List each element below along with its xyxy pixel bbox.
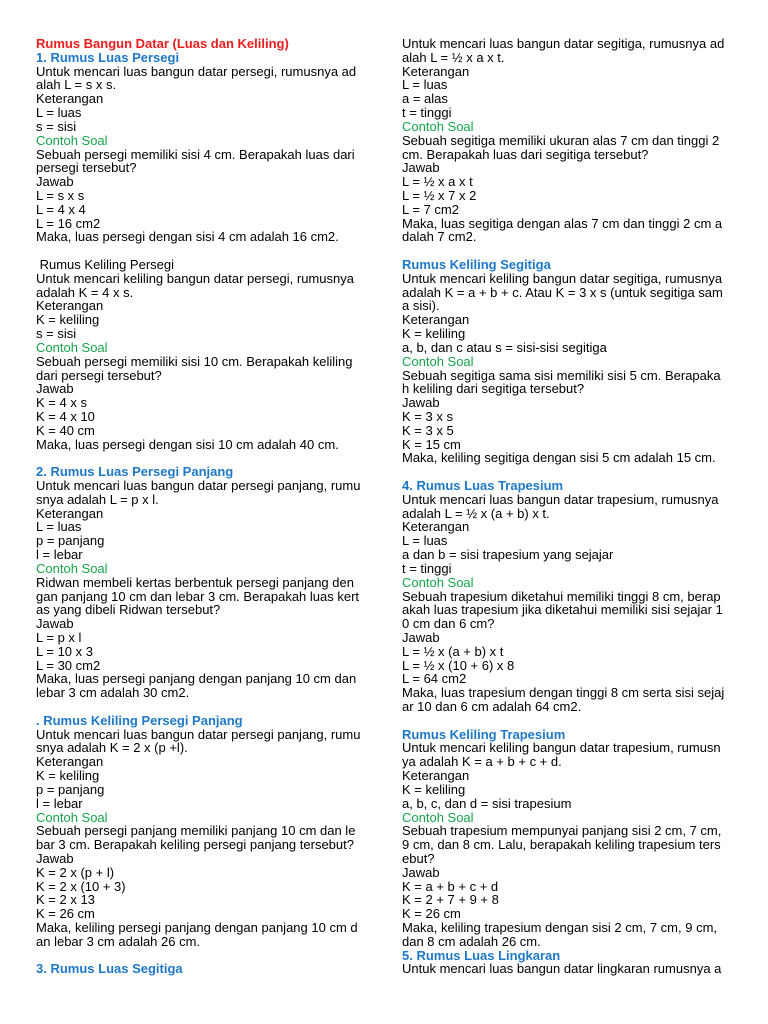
text-line: Untuk mencari keliling bangun datar persegi, rumusnya [36, 270, 354, 286]
text-line: an lebar 3 cm adalah 26 cm. [36, 933, 201, 949]
right-column [402, 37, 752, 976]
blank-line [36, 700, 386, 714]
blank-line [402, 244, 752, 258]
text-line: Maka, luas segitiga dengan alas 7 cm dan tinggi 2 cm a [402, 215, 723, 231]
text-line: Maka, luas persegi dengan sisi 4 cm adalah 16 cm2. [36, 229, 339, 245]
text-line: K = 40 cm [36, 422, 95, 438]
text-line: K = keliling [402, 781, 466, 797]
text-line: t = tinggi [402, 560, 452, 576]
text-line: Jawab [36, 381, 74, 397]
text-line: a dan b = sisi trapesium yang sejajar [402, 547, 614, 563]
text-line: K = 26 cm [402, 906, 461, 922]
text-line: L = ½ x a x t [402, 174, 473, 190]
text-line: K = 2 + 7 + 9 + 8 [402, 892, 499, 908]
text-line: akah luas trapesium jika diketahui memiliki sisi sejajar 1 [402, 602, 723, 618]
example-heading: Contoh Soal [36, 132, 108, 148]
example-heading: Contoh Soal [402, 118, 474, 134]
text-line: L = 30 cm2 [36, 657, 101, 673]
text-line: Maka, luas trapesium dengan tinggi 8 cm serta sisi sejaj [402, 685, 725, 701]
text-line: 0 cm dan 6 cm? [402, 616, 495, 632]
text-line: Untuk mencari keliling bangun datar segitiga, rumusnya [402, 270, 723, 286]
text-line: l = lebar [36, 547, 83, 563]
text-line: K = 15 cm [402, 436, 461, 452]
text-line: dari persegi tersebut? [36, 367, 162, 383]
text-line: Sebuah persegi panjang memiliki panjang 10 cm dan le [36, 823, 356, 839]
section-heading: 2. Rumus Luas Persegi Panjang [36, 464, 234, 480]
section-heading: Rumus Keliling Segitiga [402, 257, 551, 272]
section-heading: Rumus Keliling Trapesium [402, 726, 566, 742]
text-line: Keterangan [36, 505, 104, 521]
text-line: Jawab [36, 616, 74, 632]
text-line: s = sisi [36, 326, 77, 342]
text-line: K = keliling [402, 326, 466, 342]
text-line: Jawab [402, 395, 440, 411]
section-heading: 5. Rumus Luas Lingkaran [402, 947, 561, 963]
text-line: Untuk mencari keliling bangun datar trapesium, rumusn [402, 740, 721, 756]
text-line: Jawab [36, 174, 74, 190]
text-line: K = 4 x 10 [36, 408, 95, 424]
text-line: Sebuah segitiga memiliki ukuran alas 7 cm dan tinggi 2 [402, 132, 720, 148]
text-line: Sebuah persegi memiliki sisi 10 cm. Berapakah keliling [36, 353, 353, 369]
text-line: L = 16 cm2 [36, 215, 101, 231]
text-line: Untuk mencari luas bangun datar lingkaran rumusnya a [402, 961, 722, 977]
text-line: L = 4 x 4 [36, 201, 86, 217]
example-heading: Contoh Soal [402, 353, 474, 369]
text-line: Sebuah segitiga sama sisi memiliki sisi 5 cm. Berapaka [402, 367, 721, 383]
text-line: snya adalah L = p x l. [36, 491, 159, 507]
text-line: Untuk mencari luas bangun datar segitiga, rumusnya ad [402, 36, 725, 51]
text-line: Untuk mencari luas bangun datar persegi panjang, rumu [36, 726, 361, 742]
text-line: Sebuah persegi memiliki sisi 4 cm. Berapakah luas dari [36, 146, 355, 162]
text-line: adalah L = ½ x (a + b) x t. [402, 505, 550, 521]
text-line: Keterangan [36, 754, 104, 770]
blank-line [36, 949, 386, 963]
text-line: K = 2 x (p + l) [36, 864, 115, 880]
text-line: Maka, keliling trapesium dengan sisi 2 cm, 7 cm, 9 cm, [402, 920, 718, 935]
text-line: L = luas [36, 519, 82, 535]
text-line: Untuk mencari luas bangun datar persegi, rumusnya ad [36, 63, 357, 79]
text-line: K = 26 cm [36, 906, 95, 922]
text-line: L = luas [402, 533, 448, 549]
document-title: Rumus Bangun Datar (Luas dan Keliling) [36, 36, 289, 51]
text-line: K = 4 x s [36, 395, 87, 411]
text-line: K = 3 x s [402, 408, 453, 424]
text-line: K = a + b + c + d [402, 878, 499, 894]
text-line: alah L = ½ x a x t. [402, 49, 505, 65]
text-line: Keterangan [402, 312, 470, 328]
text-line: adalah K = a + b + c. Atau K = 3 x s (untuk segitiga sam [402, 284, 723, 300]
text-line: dan 8 cm adalah 26 cm. [402, 933, 541, 949]
text-line: Keterangan [36, 91, 104, 107]
text-line: Jawab [36, 850, 74, 866]
text-line: Maka, keliling segitiga dengan sisi 5 cm adalah 15 cm. [402, 450, 716, 466]
text-line: t = tinggi [402, 105, 452, 121]
text-line: Maka, luas persegi panjang dengan panjang 10 cm dan [36, 671, 357, 687]
text-line: alah L = s x s. [36, 77, 117, 93]
text-line: Jawab [402, 864, 440, 880]
text-line: K = 2 x 13 [36, 892, 95, 908]
section-heading: 4. Rumus Luas Trapesium [402, 478, 564, 493]
text-line: Ridwan membeli kertas berbentuk persegi panjang den [36, 574, 354, 590]
text-line: Maka, keliling persegi panjang dengan panjang 10 cm d [36, 920, 358, 935]
text-line: L = p x l [36, 629, 82, 645]
text-line: Rumus Keliling Persegi [36, 257, 175, 272]
text-line: s = sisi [36, 118, 77, 134]
text-line: snya adalah K = 2 x (p +l). [36, 740, 188, 756]
text-line: ya adalah K = a + b + c + d. [402, 754, 562, 770]
example-heading: Contoh Soal [36, 339, 108, 355]
text-line: a = alas [402, 91, 448, 107]
example-heading: Contoh Soal [36, 809, 108, 825]
text-line: p = panjang [36, 781, 105, 797]
left-column [36, 37, 386, 976]
text-line: L = ½ x 7 x 2 [402, 187, 477, 203]
text-line: a, b, dan c atau s = sisi-sisi segitiga [402, 339, 607, 355]
text-line: a, b, c, dan d = sisi trapesium [402, 795, 572, 811]
text-line: a sisi). [402, 298, 440, 314]
text-line: ar 10 dan 6 cm adalah 64 cm2. [402, 699, 582, 714]
text-line: dalah 7 cm2. [402, 229, 477, 245]
text-line: Untuk mencari luas bangun datar trapesium, rumusnya [402, 491, 719, 507]
text-line: L = luas [36, 105, 82, 121]
text-line: p = panjang [36, 533, 105, 549]
text-line: Jawab [402, 629, 440, 645]
blank-line [402, 714, 752, 728]
text-line: Sebuah trapesium mempunyai panjang sisi 2 cm, 7 cm, [402, 823, 722, 839]
text-line: L = 10 x 3 [36, 643, 93, 659]
text-line: L = 64 cm2 [402, 671, 467, 687]
text-line: K = keliling [36, 768, 100, 784]
text-line: Keterangan [36, 298, 104, 314]
text-line: L = ½ x (a + b) x t [402, 643, 504, 659]
example-heading: Contoh Soal [402, 574, 474, 590]
text-line: L = 7 cm2 [402, 201, 459, 217]
text-line: Keterangan [402, 519, 470, 535]
section-heading: . Rumus Keliling Persegi Panjang [36, 712, 243, 728]
text-line: Keterangan [402, 63, 470, 79]
section-heading: 1. Rumus Luas Persegi [36, 49, 180, 65]
text-line: h keliling dari segitiga tersebut? [402, 381, 585, 397]
text-line: adalah K = 4 x s. [36, 284, 134, 300]
text-line: K = 2 x (10 + 3) [36, 878, 126, 894]
text-line: l = lebar [36, 795, 83, 811]
text-line: cm. Berapakah luas dari segitiga tersebut? [402, 146, 649, 162]
example-heading: Contoh Soal [402, 809, 474, 825]
section-heading: 3. Rumus Luas Segitiga [36, 961, 183, 977]
text-line: ebut? [402, 850, 435, 866]
example-heading: Contoh Soal [36, 560, 108, 576]
text-line: persegi tersebut? [36, 160, 137, 176]
text-line: Jawab [402, 160, 440, 176]
text-line: as yang dibeli Ridwan tersebut? [36, 602, 221, 618]
blank-line [36, 451, 386, 465]
text-line: Untuk mencari luas bangun datar persegi panjang, rumu [36, 478, 361, 493]
text-line: gan panjang 10 cm dan lebar 3 cm. Berapakah luas kert [36, 588, 360, 604]
text-line: Keterangan [402, 768, 470, 784]
text-line: K = keliling [36, 312, 100, 328]
text-line: bar 3 cm. Berapakah keliling persegi panjang tersebut? [36, 837, 354, 853]
text-line: lebar 3 cm adalah 30 cm2. [36, 685, 190, 701]
text-line: L = luas [402, 77, 448, 93]
text-line: L = ½ x (10 + 6) x 8 [402, 657, 515, 673]
text-line: K = 3 x 5 [402, 422, 454, 438]
blank-line [36, 244, 386, 258]
blank-line [402, 465, 752, 479]
text-line: L = s x s [36, 187, 85, 203]
text-line: Maka, luas persegi dengan sisi 10 cm adalah 40 cm. [36, 436, 339, 452]
text-line: 9 cm, dan 8 cm. Lalu, berapakah keliling trapesium ters [402, 837, 721, 853]
text-line: Sebuah trapesium diketahui memiliki tinggi 8 cm, berap [402, 588, 721, 604]
